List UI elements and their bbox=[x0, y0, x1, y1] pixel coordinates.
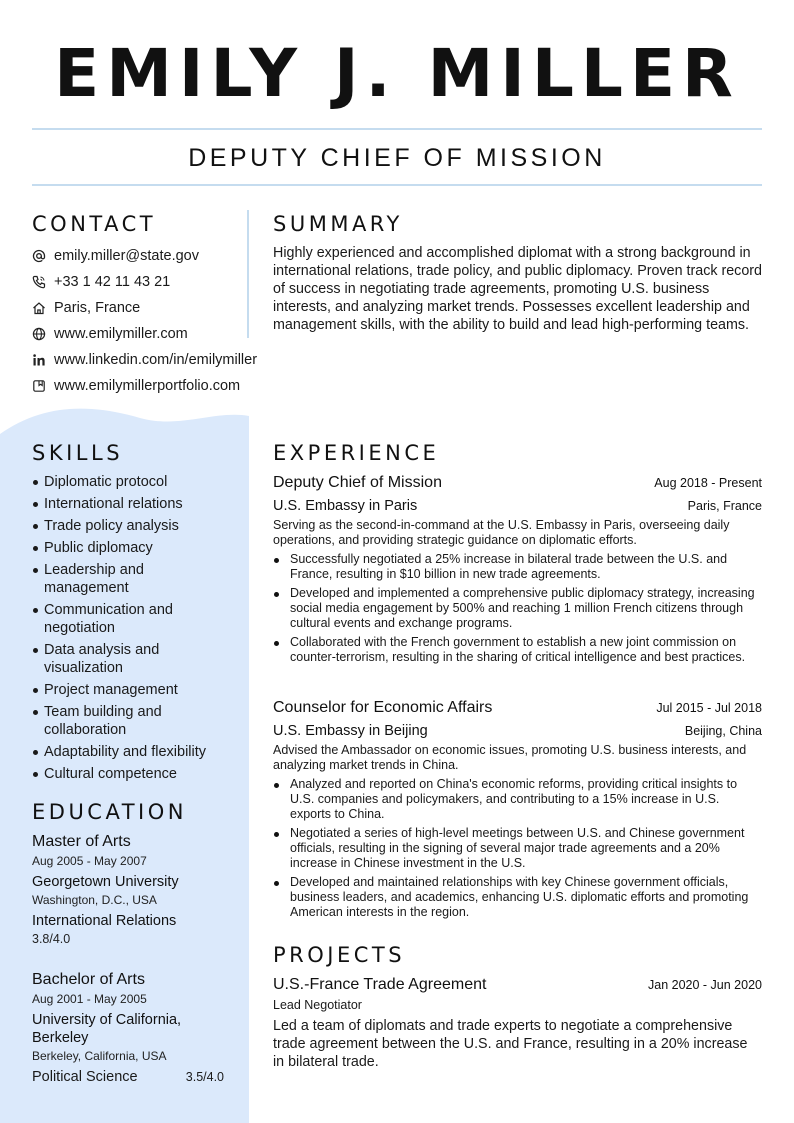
field-of-study: International Relations bbox=[32, 913, 177, 929]
contact-heading: CONTACT bbox=[32, 212, 157, 236]
header-rule-top bbox=[32, 128, 762, 130]
job-dates: Aug 2018 - Present bbox=[654, 476, 762, 490]
phone-icon bbox=[32, 275, 46, 289]
skill-item: Cultural competence bbox=[32, 765, 237, 783]
job-organization: U.S. Embassy in Paris bbox=[273, 498, 418, 514]
contact-linkedin-text: www.linkedin.com/in/emilymiller bbox=[54, 352, 258, 368]
achievement-item: Successfully negotiated a 25% increase in bilateral trade between the U.S. and France, resulting in $10 billion in new trade agreements. bbox=[273, 552, 762, 582]
summary-heading: SUMMARY bbox=[273, 212, 403, 236]
degree: Master of Arts bbox=[32, 833, 131, 850]
field-gpa-row bbox=[32, 1068, 224, 1086]
project-entry bbox=[273, 975, 762, 1071]
gpa: 3.8/4.0 bbox=[32, 932, 71, 946]
contact-location bbox=[32, 295, 282, 321]
contact-list bbox=[32, 243, 282, 399]
education-dates: Aug 2005 - May 2007 bbox=[32, 854, 147, 868]
achievement-item: Developed and implemented a comprehensive public diplomacy strategy, increasing social media engagement by 500% and reaching 1 million French citizens through cultural events and exchange programs. bbox=[273, 586, 762, 631]
contact-portfolio-text: www.emilymillerportfolio.com bbox=[54, 378, 241, 394]
school-name: Georgetown University bbox=[32, 874, 179, 890]
contact-portfolio[interactable] bbox=[32, 373, 282, 399]
experience-heading: EXPERIENCE bbox=[273, 441, 440, 465]
skill-item: Communication and negotiation bbox=[32, 601, 194, 637]
contact-email[interactable] bbox=[32, 243, 282, 269]
degree: Bachelor of Arts bbox=[32, 971, 145, 988]
job-title: Counselor for Economic Affairs bbox=[273, 699, 493, 716]
job-organization: U.S. Embassy in Beijing bbox=[273, 723, 428, 739]
field-of-study: Political Science bbox=[32, 1069, 138, 1085]
contact-website[interactable] bbox=[32, 321, 282, 347]
skill-item: Team building and collaboration bbox=[32, 703, 184, 739]
job-achievements bbox=[273, 777, 762, 920]
job-location: Beijing, China bbox=[684, 724, 762, 738]
skill-item: Project management bbox=[32, 681, 237, 699]
skill-item: Diplomatic protocol bbox=[32, 473, 237, 491]
education-dates: Aug 2001 - May 2005 bbox=[32, 992, 147, 1006]
job-dates: Jul 2015 - Jul 2018 bbox=[656, 701, 762, 715]
job-description: Advised the Ambassador on economic issues, promoting U.S. business interests, and analyzing market trends in China. bbox=[273, 743, 747, 772]
job-entry bbox=[273, 698, 762, 924]
job-entry bbox=[273, 473, 762, 669]
skill-item: Leadership and management bbox=[32, 561, 164, 597]
achievement-item: Negotiated a series of high-level meetings between U.S. and Chinese government officials, resulting in the signing of several major trade agreements and a 20% increase in Chinese investment in the U.S. bbox=[273, 826, 762, 871]
contact-linkedin[interactable] bbox=[32, 347, 282, 373]
job-description: Serving as the second-in-command at the U.S. Embassy in Paris, overseeing daily operations, and providing strategic guidance on diplomatic efforts. bbox=[273, 518, 730, 547]
at-icon bbox=[32, 249, 46, 263]
gpa: 3.5/4.0 bbox=[185, 1070, 224, 1084]
project-role: Lead Negotiator bbox=[273, 998, 362, 1012]
skills-heading: SKILLS bbox=[32, 441, 124, 465]
contact-email-text: emily.miller@state.gov bbox=[54, 248, 199, 264]
contact-phone-text: +33 1 42 11 43 21 bbox=[54, 274, 171, 290]
skill-item: Data analysis and visualization bbox=[32, 641, 174, 677]
job-achievements bbox=[273, 552, 762, 665]
job-title: DEPUTY CHIEF OF MISSION bbox=[188, 144, 606, 172]
education-entry bbox=[32, 832, 232, 948]
achievement-item: Analyzed and reported on China's economic reforms, providing critical insights to U.S. companies and policymakers, and contributing to a 15% increase in U.S. exports to China. bbox=[273, 777, 762, 822]
project-description: Led a team of diplomats and trade experts to negotiate a comprehensive trade agreement between the U.S. and France, resulting in a 20% increase in bilateral trade. bbox=[273, 1018, 748, 1070]
skill-item: Trade policy analysis bbox=[32, 517, 237, 535]
job-location: Paris, France bbox=[687, 499, 762, 513]
skill-item: Public diplomacy bbox=[32, 539, 237, 557]
contact-location-text: Paris, France bbox=[54, 300, 141, 316]
job-title: Deputy Chief of Mission bbox=[273, 474, 442, 491]
candidate-name: EMILY J. MILLER bbox=[54, 35, 740, 112]
school-location: Washington, D.C., USA bbox=[32, 893, 157, 907]
home-icon bbox=[32, 301, 46, 315]
portfolio-icon bbox=[32, 379, 46, 393]
summary-text: Highly experienced and accomplished diplomat with a strong background in international relations, trade policy, and public diplomacy. Proven track record of success in negotiating trade agreements, promoting U.S. business interests, and analyzing market trends. Possesses excellent leadership and management skills, with the ability to build and lead high-performing teams. bbox=[273, 245, 762, 333]
education-heading: EDUCATION bbox=[32, 800, 187, 824]
contact-website-text: www.emilymiller.com bbox=[54, 326, 188, 342]
linkedin-icon bbox=[32, 353, 46, 367]
project-title: U.S.-France Trade Agreement bbox=[273, 976, 487, 993]
education-entry bbox=[32, 970, 224, 1086]
header-rule-bottom bbox=[32, 184, 762, 186]
skill-item: International relations bbox=[32, 495, 237, 513]
school-location: Berkeley, California, USA bbox=[32, 1049, 167, 1063]
project-dates: Jan 2020 - Jun 2020 bbox=[648, 978, 762, 992]
school-name: University of California, Berkeley bbox=[32, 1012, 182, 1046]
achievement-item: Collaborated with the French government to establish a new joint commission on counter-terrorism, resulting in the sharing of critical intelligence and best practices. bbox=[273, 635, 762, 665]
projects-heading: PROJECTS bbox=[273, 943, 406, 967]
skill-item: Adaptability and flexibility bbox=[32, 743, 237, 761]
contact-phone[interactable] bbox=[32, 269, 282, 295]
globe-icon bbox=[32, 327, 46, 341]
skills-list bbox=[32, 473, 237, 787]
achievement-item: Developed and maintained relationships with key Chinese government officials, business leaders, and academics, enhancing U.S. diplomatic efforts and promoting American interests in the region. bbox=[273, 875, 762, 920]
